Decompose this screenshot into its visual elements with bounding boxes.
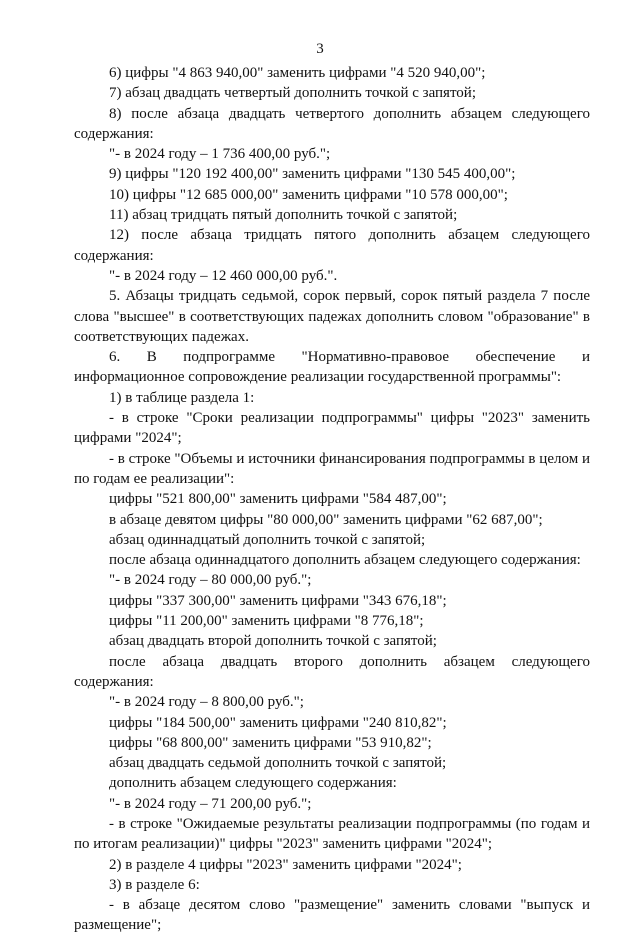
paragraph: - в строке "Ожидаемые результаты реализации подпрограммы (по годам и по итогам реализации)" цифры "2023" заменить цифрами "2024"; [74, 815, 590, 853]
paragraph: "- в 2024 году – 1 736 400,00 руб."; [109, 146, 331, 163]
paragraph: 1) в таблице раздела 1: [109, 389, 255, 406]
page-number: 3 [316, 41, 324, 57]
paragraph: 12) после абзаца тридцать пятого дополнить абзацем следующего содержания: [74, 227, 590, 264]
paragraph: 2) в разделе 4 цифры "2023" заменить цифрами "2024"; [109, 856, 462, 873]
paragraph: "- в 2024 году – 12 460 000,00 руб.". [109, 267, 338, 284]
paragraph: 11) абзац тридцать пятый дополнить точкой с запятой; [109, 207, 458, 224]
paragraph: цифры "184 500,00" заменить цифрами "240 810,82"; [109, 714, 447, 731]
paragraph: "- в 2024 году – 71 200,00 руб."; [109, 795, 312, 812]
paragraph: - в абзаце десятом слово "размещение" заменить словами "выпуск и размещение"; [74, 897, 590, 934]
paragraph: "- в 2024 году – 80 000,00 руб."; [109, 572, 312, 589]
paragraph: - в строке "Объемы и источники финансирования подпрограммы в целом и по годам ее реализации": [74, 450, 590, 487]
paragraph: после абзаца двадцать второго дополнить абзацем следующего содержания: [74, 653, 590, 690]
paragraph: 8) после абзаца двадцать четвертого дополнить абзацем следующего содержания: [74, 105, 590, 142]
paragraph: 9) цифры "120 192 400,00" заменить цифрами "130 545 400,00"; [109, 166, 516, 183]
paragraph: абзац двадцать второй дополнить точкой с запятой; [109, 633, 437, 650]
paragraph: 7) абзац двадцать четвертый дополнить точкой с запятой; [109, 85, 477, 102]
paragraph: абзац двадцать седьмой дополнить точкой с запятой; [109, 755, 447, 772]
paragraph: цифры "337 300,00" заменить цифрами "343 676,18"; [109, 592, 447, 609]
paragraph: 5. Абзацы тридцать седьмой, сорок первый, сорок пятый раздела 7 после слова "высшее" в соответствующих падежах дополнить словом "образование" в соответствующих падежах. [74, 288, 590, 345]
paragraph: 6) цифры "4 863 940,00" заменить цифрами "4 520 940,00"; [109, 65, 486, 81]
paragraph: цифры "68 800,00" заменить цифрами "53 910,82"; [109, 734, 432, 751]
paragraph: 3) в разделе 6: [109, 876, 200, 893]
paragraph: дополнить абзацем следующего содержания: [109, 775, 397, 792]
paragraph: абзац одиннадцатый дополнить точкой с запятой; [109, 531, 426, 548]
paragraph: цифры "521 800,00" заменить цифрами "584 487,00"; [109, 491, 447, 508]
paragraph: "- в 2024 году – 8 800,00 руб."; [109, 694, 304, 711]
paragraph: 10) цифры "12 685 000,00" заменить цифрами "10 578 000,00"; [109, 186, 508, 203]
document-body [74, 63, 590, 936]
paragraph: после абзаца одиннадцатого дополнить абзацем следующего содержания: [109, 552, 581, 569]
paragraph: 6. В подпрограмме "Нормативно-правовое обеспечение и информационное сопровождение реализации государственной программы": [74, 349, 590, 386]
paragraph: - в строке "Сроки реализации подпрограммы" цифры "2023" заменить цифрами "2024"; [74, 410, 590, 447]
paragraph: в абзаце девятом цифры "80 000,00" заменить цифрами "62 687,00"; [109, 511, 543, 528]
paragraph: цифры "11 200,00" заменить цифрами "8 776,18"; [109, 613, 424, 630]
